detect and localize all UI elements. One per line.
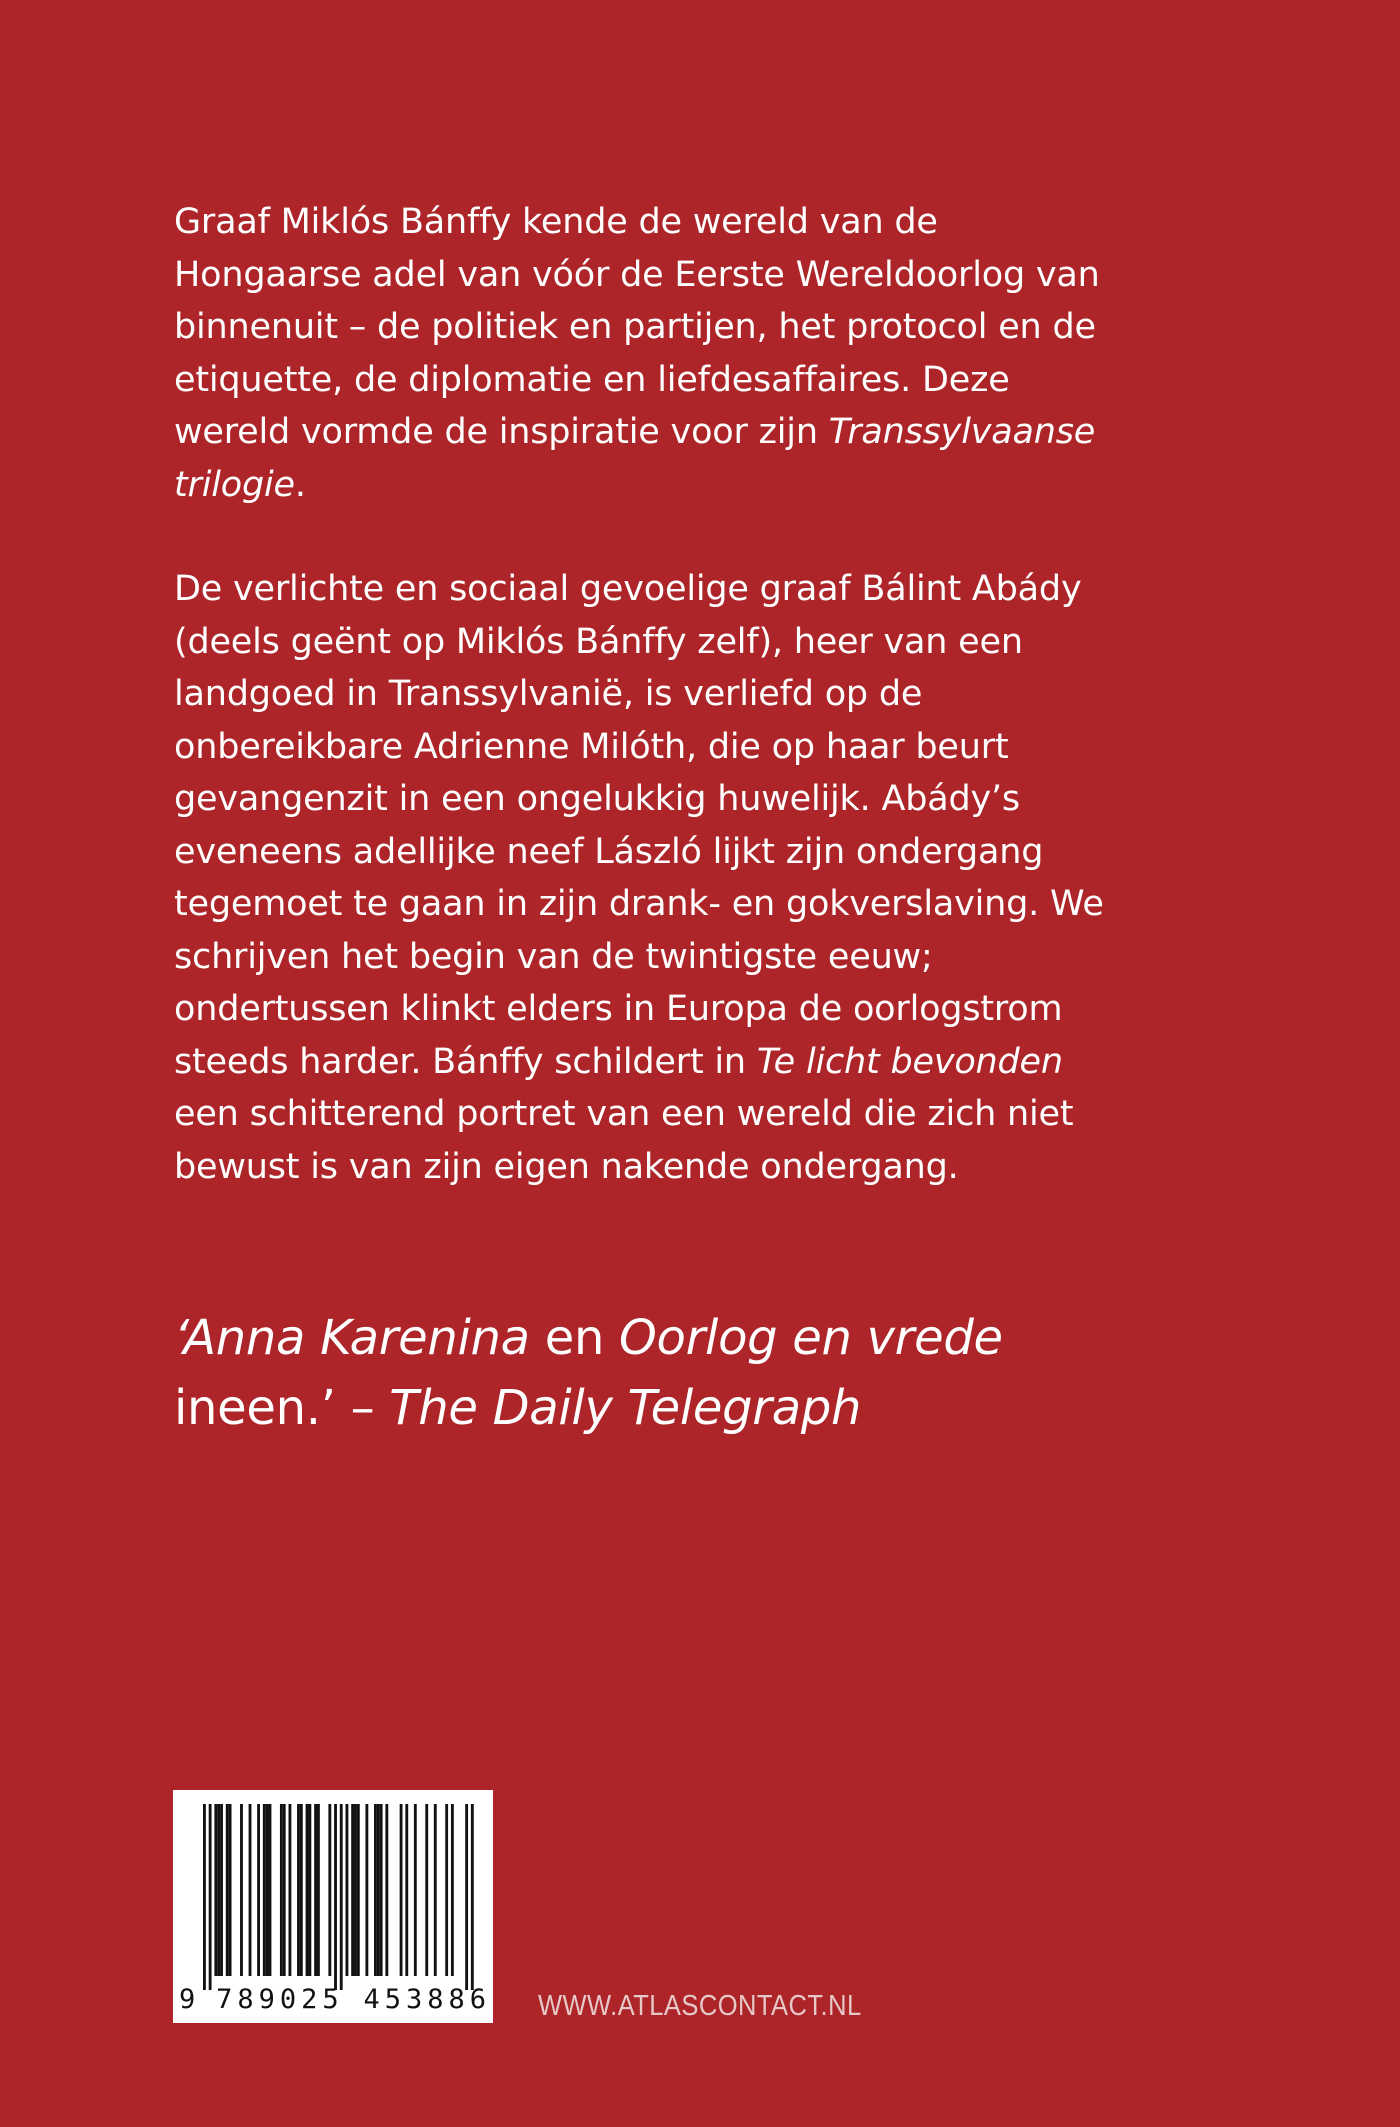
barcode-bar [377,1804,380,1976]
blurb-paragraph-1 [174,196,1134,511]
barcode-bar [257,1804,260,1976]
barcode-bar [317,1804,320,1976]
barcode-bar [226,1804,229,1976]
barcode-bar [445,1804,448,1976]
blurb-p2-seg-3: een schitterend portret van een wereld die zich niet bewust is van zijn eigen nakende ondergang. [174,1094,1074,1187]
blurb-p1-title-transsylvaanse: Transsylvaanse trilogie [174,412,1096,505]
isbn-group-2: 453886 [363,1983,491,2015]
publisher-website: WWW.ATLASCONTACT.NL [538,1990,862,2022]
barcode-bar [280,1804,283,1976]
barcode-bar [217,1804,220,1976]
barcode-bar [229,1804,232,1976]
blurb-p2-seg-1: De verlichte en sociaal gevoelige graaf Bálint Abády (deels geënt op Miklós Bánffy zelf), heer van een landgoed in Transsylvanië, is verliefd op de onbereikbare Adrienne Milóth, die op haar beurt gevangenzit in een ongelukkig huwelijk. Abády’s eveneens adellijke neef László lijkt zijn ondergang tegemoet te gaan in zijn drank- en gokverslaving. We schrijven het begin van de twintigste eeuw; ondertussen klinkt elders in Europa de oorlogstrom steeds harder. Bánffy schildert in [174,569,1104,1082]
barcode-bar [249,1804,252,1976]
barcode-bar [300,1804,303,1976]
barcode-bar [289,1804,292,1976]
barcode-bar [400,1804,403,1976]
barcode-bar [308,1804,311,1976]
quote-seg-1: ‘Anna Karenina [174,1310,530,1366]
barcode-bar [414,1804,417,1976]
barcode-bar [380,1804,383,1976]
isbn-leading-digit: 9 [179,1983,197,2015]
barcode-bar [451,1804,454,1976]
barcode-bar [266,1804,269,1976]
barcode-bar [354,1804,357,1976]
review-quote [174,1303,1134,1443]
blurb-paragraph-2 [174,563,1134,1193]
quote-seg-2: en [529,1310,620,1366]
barcode-bar [297,1804,300,1976]
barcode-bar [314,1804,317,1976]
barcode-bar [220,1804,223,1976]
barcode-bar [340,1804,343,1990]
quote-seg-4: ineen.’ – [174,1380,390,1436]
barcode-bar [203,1804,206,1990]
blurb-p1-seg-1: Graaf Miklós Bánffy kende de wereld van de Hongaarse adel van vóór de Eerste Wereldoorlog van binnenuit – de politiek en partijen, het protocol en de etiquette, de diplomatie en liefdesaffaires. Deze wereld vormde de inspiratie voor zijn [174,202,1100,452]
quote-seg-3: Oorlog en vrede [619,1310,1003,1366]
barcode-bar [346,1804,349,1976]
barcode-bar [209,1804,212,1990]
isbn-number [179,1981,491,2017]
barcode-bar [334,1804,337,1990]
barcode-bar [283,1804,286,1976]
barcode-bar [385,1804,388,1976]
quote-source: The Daily Telegraph [389,1380,862,1436]
barcode-bar [263,1804,266,1976]
barcode-bar [328,1804,331,1976]
isbn-barcode [173,1790,493,2023]
barcode-bar [240,1804,243,1976]
isbn-group-1: 789025 [216,1983,344,2015]
blurb-p2-title-te-licht-bevonden: Te licht bevonden [756,1041,1063,1082]
barcode-bar [365,1804,368,1976]
barcode-bar [465,1804,468,1990]
barcode-bar [351,1804,354,1976]
barcode-bar [425,1804,428,1976]
barcode-bar [405,1804,408,1976]
barcode-bar [434,1804,437,1976]
blurb-text [174,196,1134,1245]
barcode-bar [214,1804,217,1976]
blurb-p1-seg-3: . [294,464,306,505]
barcode-bar [357,1804,360,1976]
barcode-bar [374,1804,377,1976]
barcode-bar [471,1804,474,1990]
barcode-bar [306,1804,309,1976]
barcode-bar [269,1804,272,1976]
